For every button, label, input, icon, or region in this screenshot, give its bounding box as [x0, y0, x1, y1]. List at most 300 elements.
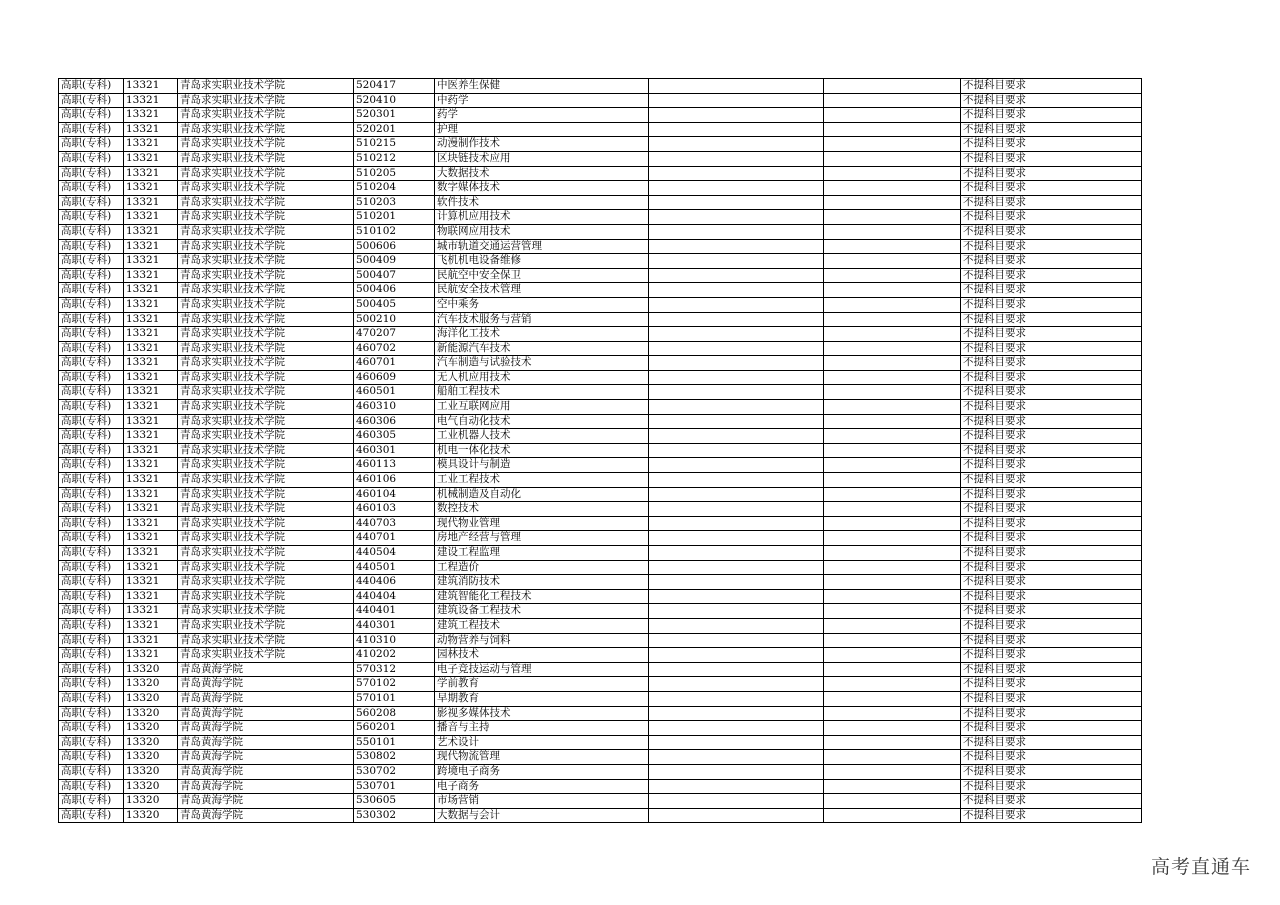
- level-cell: 高职(专科): [59, 370, 124, 385]
- school-code-cell: 13321: [124, 414, 178, 429]
- blank-cell: [824, 560, 961, 575]
- requirement-cell: 不提科目要求: [961, 487, 1142, 502]
- school-code-cell: 13321: [124, 181, 178, 196]
- level-cell: 高职(专科): [59, 297, 124, 312]
- blank-cell: [824, 210, 961, 225]
- school-name-cell: 青岛求实职业技术学院: [178, 458, 354, 473]
- major-code-cell: 440504: [354, 546, 435, 561]
- major-code-cell: 460702: [354, 341, 435, 356]
- blank-cell: [824, 706, 961, 721]
- blank-cell: [824, 648, 961, 663]
- school-name-cell: 青岛求实职业技术学院: [178, 195, 354, 210]
- level-cell: 高职(专科): [59, 662, 124, 677]
- table-row: [59, 93, 1142, 108]
- school-code-cell: 13321: [124, 137, 178, 152]
- requirement-cell: 不提科目要求: [961, 779, 1142, 794]
- requirement-cell: 不提科目要求: [961, 137, 1142, 152]
- table-row: [59, 487, 1142, 502]
- level-cell: 高职(专科): [59, 327, 124, 342]
- level-cell: 高职(专科): [59, 93, 124, 108]
- blank-cell: [649, 239, 824, 254]
- table-row: [59, 633, 1142, 648]
- school-name-cell: 青岛求实职业技术学院: [178, 575, 354, 590]
- school-code-cell: 13321: [124, 122, 178, 137]
- major-name-cell: 学前教育: [435, 677, 649, 692]
- requirement-cell: 不提科目要求: [961, 239, 1142, 254]
- requirement-cell: 不提科目要求: [961, 429, 1142, 444]
- blank-cell: [824, 618, 961, 633]
- major-name-cell: 工业工程技术: [435, 473, 649, 488]
- blank-cell: [824, 166, 961, 181]
- table-row: [59, 79, 1142, 94]
- school-name-cell: 青岛求实职业技术学院: [178, 283, 354, 298]
- major-name-cell: 计算机应用技术: [435, 210, 649, 225]
- school-name-cell: 青岛求实职业技术学院: [178, 473, 354, 488]
- major-name-cell: 海洋化工技术: [435, 327, 649, 342]
- table-row: [59, 268, 1142, 283]
- blank-cell: [649, 151, 824, 166]
- school-name-cell: 青岛黄海学院: [178, 677, 354, 692]
- school-code-cell: 13320: [124, 794, 178, 809]
- table-row: [59, 414, 1142, 429]
- table-row: [59, 546, 1142, 561]
- school-code-cell: 13321: [124, 254, 178, 269]
- blank-cell: [824, 662, 961, 677]
- major-code-cell: 500606: [354, 239, 435, 254]
- level-cell: 高职(专科): [59, 341, 124, 356]
- school-code-cell: 13320: [124, 808, 178, 823]
- requirement-cell: 不提科目要求: [961, 385, 1142, 400]
- blank-cell: [824, 341, 961, 356]
- blank-cell: [649, 458, 824, 473]
- level-cell: 高职(专科): [59, 458, 124, 473]
- major-name-cell: 民航安全技术管理: [435, 283, 649, 298]
- level-cell: 高职(专科): [59, 224, 124, 239]
- major-name-cell: 机械制造及自动化: [435, 487, 649, 502]
- level-cell: 高职(专科): [59, 808, 124, 823]
- school-code-cell: 13321: [124, 166, 178, 181]
- school-name-cell: 青岛求实职业技术学院: [178, 356, 354, 371]
- school-code-cell: 13321: [124, 516, 178, 531]
- table-row: [59, 473, 1142, 488]
- requirement-cell: 不提科目要求: [961, 546, 1142, 561]
- major-code-cell: 570312: [354, 662, 435, 677]
- major-code-cell: 510212: [354, 151, 435, 166]
- requirement-cell: 不提科目要求: [961, 166, 1142, 181]
- blank-cell: [649, 648, 824, 663]
- table-row: [59, 224, 1142, 239]
- requirement-cell: 不提科目要求: [961, 691, 1142, 706]
- level-cell: 高职(专科): [59, 750, 124, 765]
- school-code-cell: 13321: [124, 327, 178, 342]
- major-code-cell: 460301: [354, 443, 435, 458]
- level-cell: 高职(专科): [59, 502, 124, 517]
- school-code-cell: 13320: [124, 706, 178, 721]
- blank-cell: [649, 93, 824, 108]
- school-code-cell: 13321: [124, 429, 178, 444]
- major-name-cell: 现代物流管理: [435, 750, 649, 765]
- blank-cell: [824, 297, 961, 312]
- major-name-cell: 早期教育: [435, 691, 649, 706]
- blank-cell: [649, 546, 824, 561]
- blank-cell: [649, 79, 824, 94]
- major-code-cell: 460609: [354, 370, 435, 385]
- school-code-cell: 13321: [124, 210, 178, 225]
- school-code-cell: 13321: [124, 79, 178, 94]
- blank-cell: [649, 283, 824, 298]
- major-code-cell: 460104: [354, 487, 435, 502]
- table-row: [59, 750, 1142, 765]
- major-name-cell: 建筑设备工程技术: [435, 604, 649, 619]
- school-name-cell: 青岛求实职业技术学院: [178, 224, 354, 239]
- level-cell: 高职(专科): [59, 429, 124, 444]
- school-code-cell: 13321: [124, 633, 178, 648]
- school-code-cell: 13320: [124, 764, 178, 779]
- major-code-cell: 410202: [354, 648, 435, 663]
- blank-cell: [649, 604, 824, 619]
- school-name-cell: 青岛求实职业技术学院: [178, 516, 354, 531]
- blank-cell: [824, 502, 961, 517]
- major-name-cell: 动漫制作技术: [435, 137, 649, 152]
- requirement-cell: 不提科目要求: [961, 181, 1142, 196]
- level-cell: 高职(专科): [59, 633, 124, 648]
- major-code-cell: 440301: [354, 618, 435, 633]
- blank-cell: [649, 137, 824, 152]
- major-name-cell: 大数据与会计: [435, 808, 649, 823]
- blank-cell: [649, 108, 824, 123]
- school-code-cell: 13321: [124, 560, 178, 575]
- requirement-cell: 不提科目要求: [961, 516, 1142, 531]
- table-row: [59, 181, 1142, 196]
- blank-cell: [649, 779, 824, 794]
- level-cell: 高职(专科): [59, 122, 124, 137]
- level-cell: 高职(专科): [59, 706, 124, 721]
- blank-cell: [649, 706, 824, 721]
- table-row: [59, 706, 1142, 721]
- major-name-cell: 现代物业管理: [435, 516, 649, 531]
- major-name-cell: 电子商务: [435, 779, 649, 794]
- school-name-cell: 青岛求实职业技术学院: [178, 312, 354, 327]
- school-code-cell: 13321: [124, 473, 178, 488]
- blank-cell: [649, 385, 824, 400]
- table-row: [59, 297, 1142, 312]
- school-code-cell: 13321: [124, 356, 178, 371]
- requirement-cell: 不提科目要求: [961, 633, 1142, 648]
- school-name-cell: 青岛求实职业技术学院: [178, 487, 354, 502]
- school-name-cell: 青岛求实职业技术学院: [178, 137, 354, 152]
- level-cell: 高职(专科): [59, 575, 124, 590]
- major-code-cell: 460305: [354, 429, 435, 444]
- major-code-cell: 530702: [354, 764, 435, 779]
- major-name-cell: 市场营销: [435, 794, 649, 809]
- blank-cell: [824, 473, 961, 488]
- blank-cell: [824, 779, 961, 794]
- school-name-cell: 青岛黄海学院: [178, 808, 354, 823]
- major-name-cell: 护理: [435, 122, 649, 137]
- school-code-cell: 13321: [124, 604, 178, 619]
- major-name-cell: 物联网应用技术: [435, 224, 649, 239]
- school-code-cell: 13321: [124, 195, 178, 210]
- major-code-cell: 560201: [354, 721, 435, 736]
- school-name-cell: 青岛黄海学院: [178, 794, 354, 809]
- blank-cell: [824, 516, 961, 531]
- major-code-cell: 530302: [354, 808, 435, 823]
- requirement-cell: 不提科目要求: [961, 356, 1142, 371]
- school-name-cell: 青岛求实职业技术学院: [178, 560, 354, 575]
- major-code-cell: 530605: [354, 794, 435, 809]
- level-cell: 高职(专科): [59, 764, 124, 779]
- major-code-cell: 510102: [354, 224, 435, 239]
- major-code-cell: 570102: [354, 677, 435, 692]
- school-name-cell: 青岛求实职业技术学院: [178, 79, 354, 94]
- school-name-cell: 青岛求实职业技术学院: [178, 181, 354, 196]
- blank-cell: [824, 794, 961, 809]
- school-code-cell: 13321: [124, 531, 178, 546]
- school-code-cell: 13321: [124, 151, 178, 166]
- school-code-cell: 13320: [124, 750, 178, 765]
- table-row: [59, 502, 1142, 517]
- school-name-cell: 青岛求实职业技术学院: [178, 618, 354, 633]
- school-name-cell: 青岛黄海学院: [178, 764, 354, 779]
- blank-cell: [649, 166, 824, 181]
- blank-cell: [649, 429, 824, 444]
- school-name-cell: 青岛黄海学院: [178, 779, 354, 794]
- major-code-cell: 460103: [354, 502, 435, 517]
- requirement-cell: 不提科目要求: [961, 210, 1142, 225]
- blank-cell: [649, 633, 824, 648]
- requirement-cell: 不提科目要求: [961, 575, 1142, 590]
- table-row: [59, 735, 1142, 750]
- blank-cell: [824, 589, 961, 604]
- blank-cell: [649, 691, 824, 706]
- school-name-cell: 青岛黄海学院: [178, 662, 354, 677]
- requirement-cell: 不提科目要求: [961, 560, 1142, 575]
- blank-cell: [649, 794, 824, 809]
- requirement-cell: 不提科目要求: [961, 750, 1142, 765]
- major-name-cell: 城市轨道交通运营管理: [435, 239, 649, 254]
- blank-cell: [649, 224, 824, 239]
- blank-cell: [649, 677, 824, 692]
- table-row: [59, 677, 1142, 692]
- table-row: [59, 210, 1142, 225]
- table-row: [59, 166, 1142, 181]
- major-name-cell: 建设工程监理: [435, 546, 649, 561]
- table-row: [59, 618, 1142, 633]
- level-cell: 高职(专科): [59, 648, 124, 663]
- school-name-cell: 青岛求实职业技术学院: [178, 604, 354, 619]
- major-name-cell: 中医养生保健: [435, 79, 649, 94]
- blank-cell: [649, 122, 824, 137]
- requirement-cell: 不提科目要求: [961, 662, 1142, 677]
- blank-cell: [824, 370, 961, 385]
- major-code-cell: 410310: [354, 633, 435, 648]
- table-row: [59, 691, 1142, 706]
- table-row: [59, 808, 1142, 823]
- requirement-cell: 不提科目要求: [961, 370, 1142, 385]
- school-code-cell: 13321: [124, 370, 178, 385]
- blank-cell: [649, 487, 824, 502]
- requirement-cell: 不提科目要求: [961, 531, 1142, 546]
- level-cell: 高职(专科): [59, 166, 124, 181]
- requirement-cell: 不提科目要求: [961, 254, 1142, 269]
- major-code-cell: 440701: [354, 531, 435, 546]
- blank-cell: [824, 93, 961, 108]
- major-name-cell: 电气自动化技术: [435, 414, 649, 429]
- school-name-cell: 青岛求实职业技术学院: [178, 443, 354, 458]
- major-code-cell: 500406: [354, 283, 435, 298]
- blank-cell: [824, 808, 961, 823]
- blank-cell: [824, 254, 961, 269]
- requirement-cell: 不提科目要求: [961, 677, 1142, 692]
- major-name-cell: 区块链技术应用: [435, 151, 649, 166]
- major-name-cell: 大数据技术: [435, 166, 649, 181]
- major-name-cell: 汽车制造与试验技术: [435, 356, 649, 371]
- level-cell: 高职(专科): [59, 210, 124, 225]
- level-cell: 高职(专科): [59, 473, 124, 488]
- requirement-cell: 不提科目要求: [961, 312, 1142, 327]
- school-code-cell: 13321: [124, 385, 178, 400]
- table-row: [59, 341, 1142, 356]
- blank-cell: [649, 400, 824, 415]
- requirement-cell: 不提科目要求: [961, 721, 1142, 736]
- requirement-cell: 不提科目要求: [961, 443, 1142, 458]
- major-name-cell: 建筑消防技术: [435, 575, 649, 590]
- major-name-cell: 工业机器人技术: [435, 429, 649, 444]
- major-code-cell: 460306: [354, 414, 435, 429]
- major-name-cell: 建筑工程技术: [435, 618, 649, 633]
- level-cell: 高职(专科): [59, 516, 124, 531]
- major-code-cell: 520301: [354, 108, 435, 123]
- major-code-cell: 530701: [354, 779, 435, 794]
- blank-cell: [824, 327, 961, 342]
- school-code-cell: 13321: [124, 93, 178, 108]
- school-name-cell: 青岛黄海学院: [178, 750, 354, 765]
- blank-cell: [824, 531, 961, 546]
- level-cell: 高职(专科): [59, 79, 124, 94]
- blank-cell: [824, 385, 961, 400]
- requirement-cell: 不提科目要求: [961, 93, 1142, 108]
- table-row: [59, 721, 1142, 736]
- requirement-cell: 不提科目要求: [961, 589, 1142, 604]
- level-cell: 高职(专科): [59, 531, 124, 546]
- major-code-cell: 460701: [354, 356, 435, 371]
- school-name-cell: 青岛求实职业技术学院: [178, 151, 354, 166]
- requirement-cell: 不提科目要求: [961, 735, 1142, 750]
- level-cell: 高职(专科): [59, 137, 124, 152]
- level-cell: 高职(专科): [59, 779, 124, 794]
- major-name-cell: 电子竞技运动与管理: [435, 662, 649, 677]
- major-code-cell: 510215: [354, 137, 435, 152]
- major-code-cell: 520417: [354, 79, 435, 94]
- major-name-cell: 汽车技术服务与营销: [435, 312, 649, 327]
- school-name-cell: 青岛求实职业技术学院: [178, 327, 354, 342]
- requirement-cell: 不提科目要求: [961, 414, 1142, 429]
- school-name-cell: 青岛求实职业技术学院: [178, 414, 354, 429]
- school-name-cell: 青岛求实职业技术学院: [178, 210, 354, 225]
- school-code-cell: 13321: [124, 589, 178, 604]
- requirement-cell: 不提科目要求: [961, 604, 1142, 619]
- school-name-cell: 青岛求实职业技术学院: [178, 370, 354, 385]
- table-row: [59, 327, 1142, 342]
- requirement-cell: 不提科目要求: [961, 224, 1142, 239]
- school-name-cell: 青岛求实职业技术学院: [178, 122, 354, 137]
- major-name-cell: 数字媒体技术: [435, 181, 649, 196]
- blank-cell: [649, 327, 824, 342]
- requirement-cell: 不提科目要求: [961, 706, 1142, 721]
- school-code-cell: 13321: [124, 487, 178, 502]
- level-cell: 高职(专科): [59, 414, 124, 429]
- school-code-cell: 13320: [124, 779, 178, 794]
- major-code-cell: 560208: [354, 706, 435, 721]
- major-name-cell: 播音与主持: [435, 721, 649, 736]
- school-code-cell: 13321: [124, 648, 178, 663]
- school-code-cell: 13321: [124, 224, 178, 239]
- blank-cell: [824, 239, 961, 254]
- requirement-cell: 不提科目要求: [961, 122, 1142, 137]
- blank-cell: [824, 181, 961, 196]
- table-row: [59, 385, 1142, 400]
- major-name-cell: 工程造价: [435, 560, 649, 575]
- level-cell: 高职(专科): [59, 443, 124, 458]
- blank-cell: [649, 560, 824, 575]
- table-row: [59, 356, 1142, 371]
- blank-cell: [649, 356, 824, 371]
- requirement-cell: 不提科目要求: [961, 341, 1142, 356]
- table-row: [59, 604, 1142, 619]
- school-name-cell: 青岛求实职业技术学院: [178, 385, 354, 400]
- requirement-cell: 不提科目要求: [961, 458, 1142, 473]
- table-row: [59, 108, 1142, 123]
- requirement-cell: 不提科目要求: [961, 108, 1142, 123]
- level-cell: 高职(专科): [59, 268, 124, 283]
- school-name-cell: 青岛求实职业技术学院: [178, 239, 354, 254]
- school-code-cell: 13321: [124, 108, 178, 123]
- blank-cell: [649, 531, 824, 546]
- major-code-cell: 500407: [354, 268, 435, 283]
- table-body: [59, 79, 1142, 823]
- blank-cell: [824, 268, 961, 283]
- blank-cell: [824, 195, 961, 210]
- school-code-cell: 13321: [124, 297, 178, 312]
- major-code-cell: 570101: [354, 691, 435, 706]
- blank-cell: [824, 604, 961, 619]
- school-name-cell: 青岛黄海学院: [178, 691, 354, 706]
- blank-cell: [649, 297, 824, 312]
- table-row: [59, 429, 1142, 444]
- requirement-cell: 不提科目要求: [961, 794, 1142, 809]
- school-code-cell: 13320: [124, 662, 178, 677]
- level-cell: 高职(专科): [59, 239, 124, 254]
- blank-cell: [824, 575, 961, 590]
- table-row: [59, 764, 1142, 779]
- blank-cell: [824, 414, 961, 429]
- table-row: [59, 516, 1142, 531]
- table-row: [59, 575, 1142, 590]
- blank-cell: [824, 735, 961, 750]
- level-cell: 高职(专科): [59, 560, 124, 575]
- table-row: [59, 195, 1142, 210]
- school-code-cell: 13321: [124, 443, 178, 458]
- major-name-cell: 跨境电子商务: [435, 764, 649, 779]
- school-code-cell: 13321: [124, 312, 178, 327]
- blank-cell: [649, 618, 824, 633]
- requirement-cell: 不提科目要求: [961, 268, 1142, 283]
- school-name-cell: 青岛求实职业技术学院: [178, 268, 354, 283]
- blank-cell: [824, 283, 961, 298]
- major-code-cell: 500409: [354, 254, 435, 269]
- major-name-cell: 中药学: [435, 93, 649, 108]
- school-name-cell: 青岛求实职业技术学院: [178, 429, 354, 444]
